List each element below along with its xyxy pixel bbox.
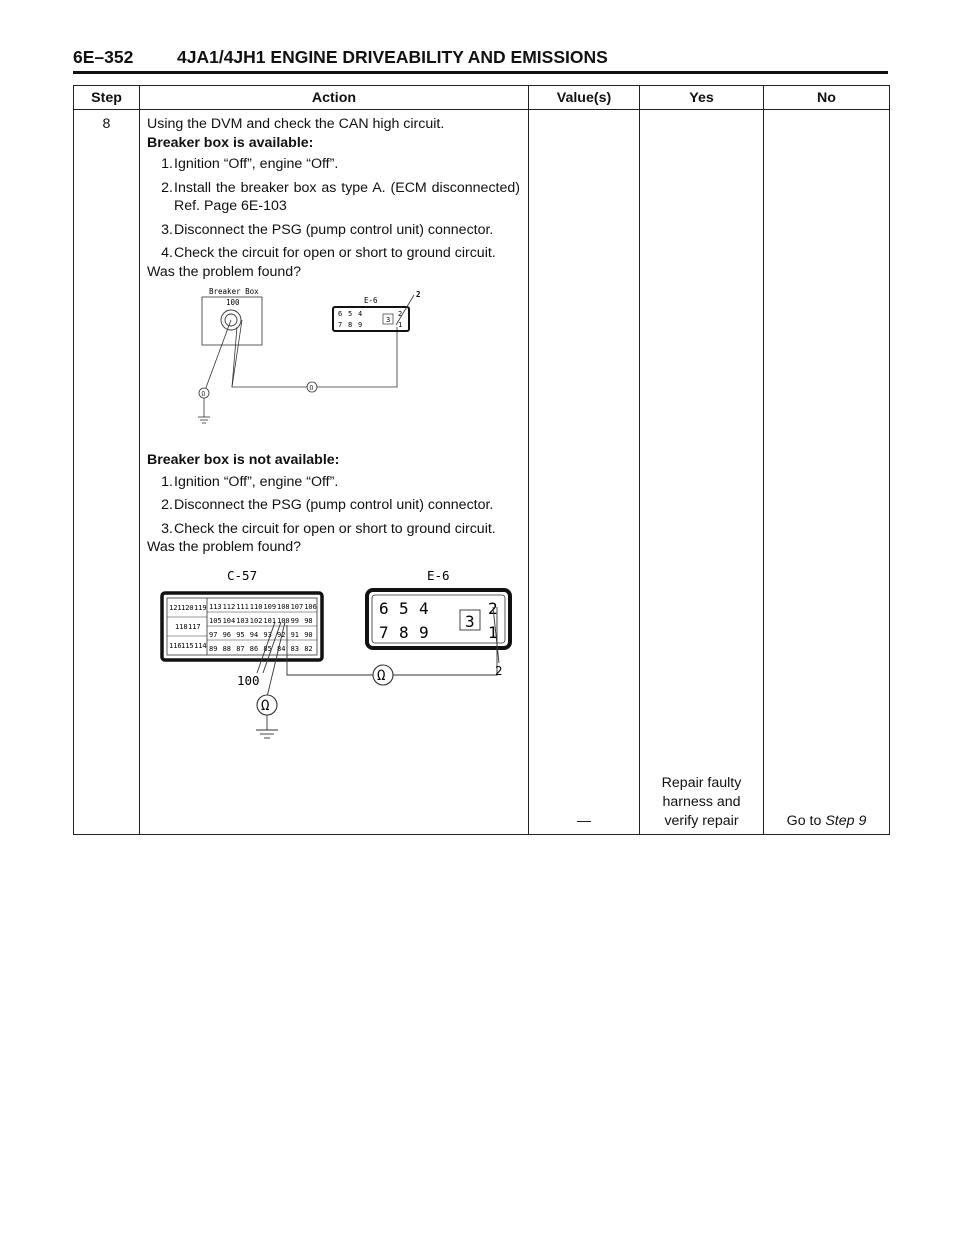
svg-text:1: 1	[398, 321, 403, 329]
c57-pin-label: 82	[304, 644, 313, 653]
c57-pin-label: 88	[222, 644, 232, 653]
svg-text:Ω: Ω	[261, 697, 270, 714]
svg-text:6: 6	[338, 310, 343, 318]
c57-pin-label: 101	[263, 616, 277, 625]
svg-text:9: 9	[358, 321, 363, 329]
e6-label: E-6	[427, 567, 450, 583]
breaker-box-label: Breaker Box	[209, 287, 259, 296]
svg-text:117: 117	[188, 622, 201, 631]
terminal-label: 100	[226, 298, 240, 307]
c57-pin-label: 92	[277, 630, 286, 639]
c57-pin-label: 95	[236, 630, 245, 639]
list-item: 1. Ignition “Off”, engine “Off”.	[161, 156, 339, 172]
c57-label: C-57	[227, 567, 258, 583]
action-intro: Using the DVM and check the CAN high circuit.	[147, 116, 445, 132]
section-a-heading: Breaker box is available:	[147, 134, 314, 151]
c57-pin-label: 105	[209, 616, 222, 625]
c57-pin-label: 103	[236, 616, 249, 625]
c57-pin-label: 100	[277, 616, 290, 625]
svg-text:115: 115	[181, 641, 194, 650]
step-number: 8	[74, 110, 140, 835]
list-item: 2. Install the breaker box as type A. (ECM disconnected) Ref. Page 6E-103	[161, 179, 520, 214]
c57-pin-label: 113	[209, 602, 222, 611]
label-2: 2	[495, 662, 503, 678]
lead-label-small: 2	[416, 290, 421, 299]
header-rule	[73, 71, 888, 74]
svg-text:8: 8	[348, 321, 353, 329]
label-100: 100	[237, 672, 260, 688]
c57-pin-label: 110	[249, 602, 263, 611]
list-item: 3. Check the circuit for open or short to ground circuit.	[161, 520, 496, 537]
e6-connector	[367, 590, 510, 648]
yes-line-3: verify repair	[664, 813, 739, 829]
c57-pin-label: 98	[304, 616, 313, 625]
c57-pin-label: 90	[304, 630, 313, 639]
section-b-question: Was the problem found?	[147, 539, 302, 555]
svg-text:3: 3	[465, 611, 475, 631]
c57-pin-label: 106	[304, 602, 317, 611]
table-header-row	[74, 86, 890, 110]
c57-pin-label: 99	[290, 616, 300, 625]
svg-text:118: 118	[175, 622, 188, 631]
c57-pin-label: 109	[263, 602, 277, 611]
svg-text:6: 6	[379, 598, 389, 618]
c57-pin-label: 93	[263, 630, 272, 639]
svg-text:4: 4	[419, 598, 429, 618]
yes-cell	[640, 110, 764, 835]
svg-text:116: 116	[169, 641, 182, 650]
no-cell	[764, 110, 890, 835]
action-cell	[140, 110, 529, 835]
list-item: 4. Check the circuit for open or short to ground circuit.	[161, 245, 496, 261]
section-a-steps	[147, 155, 520, 263]
step-link[interactable]: Step 9	[825, 813, 867, 829]
svg-text:2: 2	[488, 598, 498, 618]
c57-pin-label: 94	[249, 630, 259, 639]
svg-text:120: 120	[181, 603, 194, 612]
section-b-heading: Breaker box is not available:	[147, 452, 340, 468]
svg-text:1: 1	[488, 622, 498, 642]
page-number: 6E–352	[73, 47, 134, 67]
page-title: 4JA1/4JH1 ENGINE DRIVEABILITY AND EMISSIONS	[177, 47, 608, 67]
ecm-connector-diagram	[157, 565, 527, 750]
column-header-yes: Yes	[640, 86, 764, 110]
c57-pin-label: 108	[277, 602, 290, 611]
c57-pin-label: 83	[290, 644, 300, 653]
ground-icon	[198, 417, 210, 423]
values-cell: —	[529, 110, 640, 835]
c57-pin-label: 104	[222, 616, 236, 625]
list-item: 2. Disconnect the PSG (pump control unit) connector.	[161, 497, 494, 513]
column-header-action: Action	[140, 86, 529, 110]
breaker-box-diagram	[202, 287, 442, 437]
yes-line-2: harness and	[662, 794, 741, 810]
svg-text:Ω: Ω	[377, 667, 386, 684]
column-header-step: Step	[74, 86, 140, 110]
column-header-values: Value(s)	[529, 86, 640, 110]
c57-pin-label: 87	[236, 644, 245, 653]
yes-line-1: Repair faulty	[661, 775, 742, 791]
svg-text:4: 4	[358, 310, 363, 318]
c57-pin-label: 97	[209, 630, 218, 639]
svg-text:3: 3	[386, 316, 391, 324]
c57-pin-label: 111	[236, 602, 249, 611]
svg-text:5: 5	[399, 598, 409, 618]
ground-icon	[256, 730, 278, 738]
svg-text:7: 7	[379, 622, 389, 642]
section-b-steps	[147, 473, 520, 539]
c57-pin-label: 89	[209, 644, 218, 653]
svg-text:7: 7	[338, 321, 343, 329]
svg-text:121: 121	[169, 603, 182, 612]
c57-pin-label: 86	[249, 644, 259, 653]
c57-pin-label: 107	[290, 602, 304, 611]
svg-text:9: 9	[419, 622, 429, 642]
c57-pin-label: 84	[277, 644, 286, 653]
e6-label-small: E-6	[364, 296, 378, 305]
svg-text:119: 119	[194, 603, 207, 612]
column-header-no: No	[764, 86, 890, 110]
page-header	[73, 45, 888, 71]
section-a-question: Was the problem found?	[147, 263, 302, 280]
svg-text:114: 114	[194, 641, 207, 650]
svg-text:2: 2	[398, 310, 403, 318]
table-row	[74, 110, 890, 835]
svg-text:Ω: Ω	[309, 384, 314, 392]
no-prefix: Go to	[786, 813, 826, 829]
c57-pin-label: 102	[249, 616, 263, 625]
c57-connector	[162, 593, 322, 660]
svg-text:5: 5	[348, 310, 353, 318]
procedure-table	[73, 85, 890, 835]
c57-pin-label: 112	[222, 602, 236, 611]
list-item: 1. Ignition “Off”, engine “Off”.	[161, 473, 339, 490]
list-item: 3. Disconnect the PSG (pump control unit) connector.	[161, 221, 494, 238]
svg-text:Ω: Ω	[201, 390, 206, 398]
svg-text:8: 8	[399, 622, 409, 642]
c57-pin-label: 91	[290, 630, 300, 639]
c57-pin-label: 85	[263, 644, 272, 653]
c57-pin-label: 96	[222, 630, 232, 639]
